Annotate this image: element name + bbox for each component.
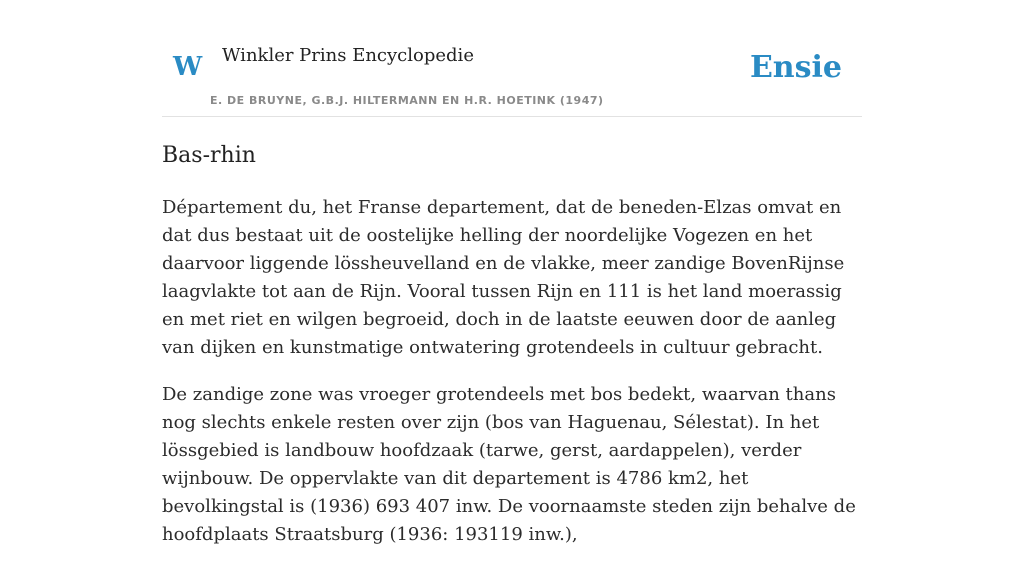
article-title: Bas-rhin (162, 143, 256, 168)
source-authors: E. DE BRUYNE, G.B.J. HILTERMANN EN H.R. HOETINK (1947) (210, 94, 604, 107)
source-logo[interactable]: W (173, 52, 203, 82)
article-body (162, 194, 862, 549)
ensie-logo-link[interactable]: Ensie (749, 50, 842, 85)
source-title[interactable]: Winkler Prins Encyclopedie (222, 45, 474, 66)
source-header (162, 0, 862, 117)
article-page (162, 0, 862, 568)
article-paragraph: De zandige zone was vroeger grotendeels met bos bedekt, waarvan thans nog slechts enkele resten over zijn (bos van Haguenau, Sélestat). In het lössgebied is landbouw hoofdzaak (tarwe, gerst, aardappelen), verder wijnbouw. De oppervlakte van dit departement is 4786 km2, het bevolkingstal is (1936) 693 407 inw. De voornaamste steden zijn behalve de hoofdplaats Straatsburg (1936: 193119 inw.), (162, 384, 856, 545)
article-paragraph: Département du, het Franse departement, dat de beneden-Elzas omvat en dat dus bestaat uit de oostelijke helling der noordelijke Vogezen en het daarvoor liggende lössheuvelland en de vlakke, meer zandige BovenRijnse laagvlakte tot aan de Rijn. Vooral tussen Rijn en 111 is het land moerassig en met riet en wilgen begroeid, doch in de laatste eeuwen door de aanleg van dijken en kunstmatige ontwatering grotendeels in cultuur gebracht. (162, 197, 845, 358)
